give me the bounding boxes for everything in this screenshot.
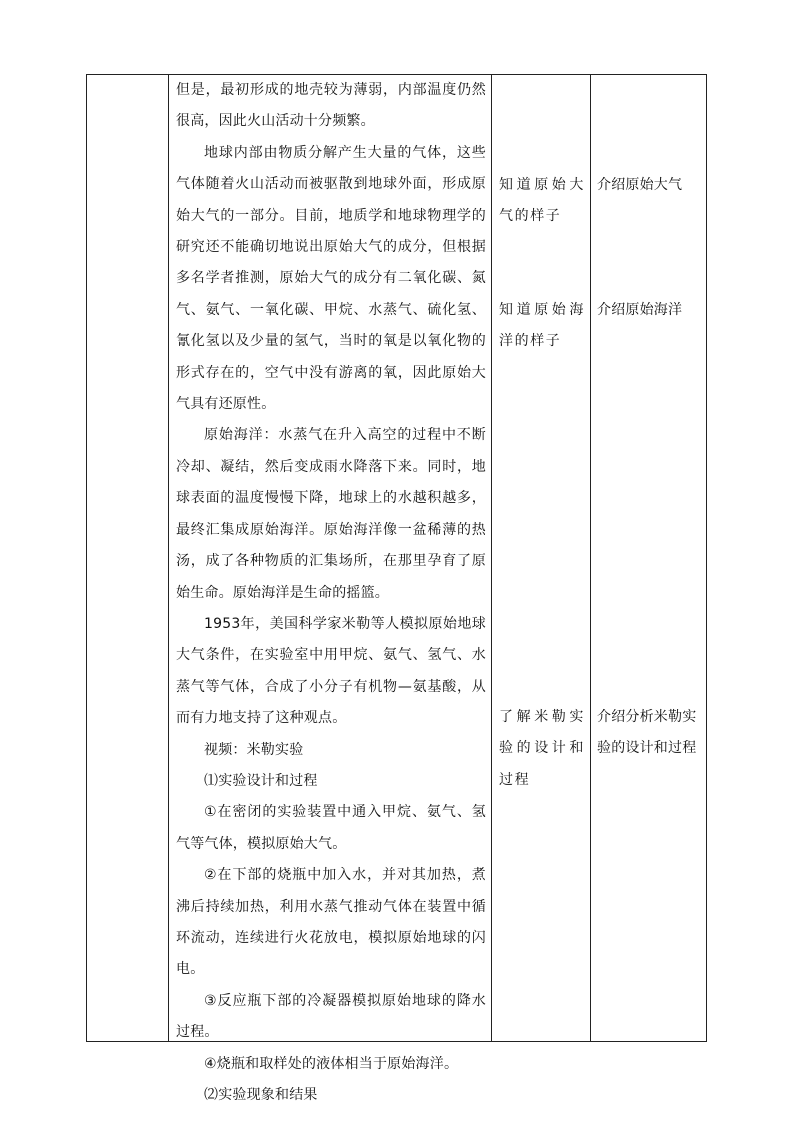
column-divider	[491, 75, 492, 1041]
lesson-table	[86, 74, 707, 1103]
student-activity-text: 了解米勒实验的设计和过程	[499, 709, 585, 788]
content-paragraph: ⑴实验设计和过程	[204, 772, 318, 789]
content-paragraph: ①在密闭的实验装置中通入甲烷、氨气、氢气等气体，模拟原始大气。	[176, 804, 486, 852]
content-paragraph: 1953年，美国科学家米勒等人模拟原始地球大气条件，在实验室中用甲烷、氨气、氢气、水蒸气等气体，合成了小分子有机物—氨基酸，从而有力地支持了这种观点。	[176, 615, 486, 727]
content-paragraph: ⑵实验现象和结果	[204, 1087, 318, 1103]
content-paragraph: ②在下部的烧瓶中加入水，并对其加热，煮沸后持续加热，利用水蒸气推动气体在装置中循环流动，连续进行火花放电，模拟原始地球的闪电。	[176, 867, 486, 978]
content-paragraph: 但是，最初形成的地壳较为薄弱，内部温度仍然很高，因此火山活动十分频繁。	[176, 82, 486, 130]
content-paragraph: 地球内部由物质分解产生大量的气体，这些气体随着火山活动而被驱散到地球外面，形成原始大气的一部分。目前，地质学和地球物理学的研究还不能确切地说出原始大气的成分，但根据多名学者推测，原始大气的成分有二氧化碳、氮气、氨气、一氧化碳、甲烷、水蒸气、硫化氢、氰化氢以及少量的氢气，当时的氧是以氧化物的形式存在的，空气中没有游离的氧，因此原始大气具有还原性。	[176, 144, 486, 413]
student-activity-text: 知道原始海洋的样子	[499, 302, 585, 350]
teacher-activity-text: 介绍分析米勒实验的设计和过程	[597, 709, 697, 757]
column-divider	[168, 75, 169, 1041]
teacher-activity-text: 介绍原始海洋	[597, 302, 683, 318]
content-paragraph: ④烧瓶和取样处的液体相当于原始海洋。	[204, 1055, 459, 1072]
content-paragraph: 原始海洋：水蒸气在升入高空的过程中不断冷却、凝结，然后变成雨水降落下来。同时，地球表面的温度慢慢下降，地球上的水越积越多，最终汇集成原始海洋。原始海洋像一盆稀薄的热汤，成了各种物质的汇集场所，在那里孕育了原始生命。原始海洋是生命的摇篮。	[176, 427, 486, 601]
teaching-content-cell	[170, 75, 491, 1111]
student-activity-text: 知道原始大气的样子	[499, 177, 585, 225]
content-paragraph: 视频：米勒实验	[204, 741, 304, 758]
content-paragraph: ③反应瓶下部的冷凝器模拟原始地球的降水过程。	[176, 992, 486, 1041]
column-divider	[590, 75, 591, 1041]
teacher-activity-text: 介绍原始大气	[597, 177, 683, 193]
